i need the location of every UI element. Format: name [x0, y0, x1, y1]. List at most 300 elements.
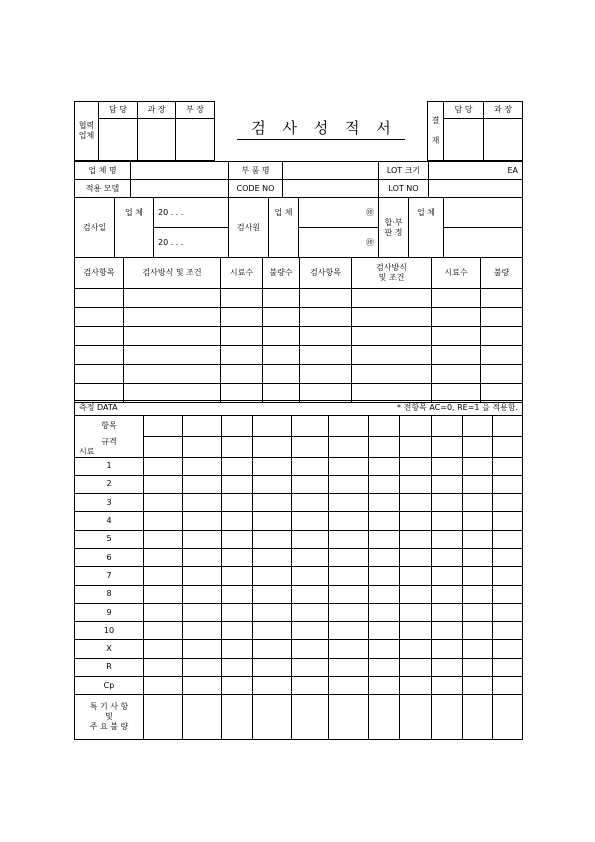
info-table — [74, 161, 523, 198]
spec-cell[interactable] — [292, 437, 329, 458]
partner-label: 협력 업체 — [75, 102, 99, 161]
inspection-date-field-1[interactable]: 20 . . . — [154, 198, 229, 228]
measurement-cell[interactable] — [329, 585, 369, 603]
approval-side-label: 결 재 — [428, 102, 444, 161]
measurement-cell[interactable] — [183, 622, 222, 640]
measurement-cell[interactable] — [144, 677, 183, 695]
items-cell[interactable] — [221, 327, 263, 346]
item-name-cell[interactable] — [463, 416, 493, 437]
measurement-cell[interactable] — [144, 475, 183, 493]
lot-no-label: LOT NO — [379, 180, 429, 198]
measurement-cell[interactable] — [292, 603, 329, 621]
measurement-cell[interactable] — [369, 475, 400, 493]
measurement-cell[interactable] — [222, 677, 253, 695]
measurement-cell[interactable] — [329, 622, 369, 640]
item-name-cell[interactable] — [222, 416, 253, 437]
items-cell[interactable] — [75, 365, 124, 384]
item-name-cell[interactable] — [493, 416, 523, 437]
inspection-company-blank — [115, 228, 154, 258]
document-title-cell — [215, 102, 428, 161]
measurement-cell[interactable] — [183, 585, 222, 603]
items-cell[interactable] — [352, 346, 432, 365]
part-name-label: 부 품 명 — [229, 162, 283, 180]
measurement-cell[interactable] — [222, 548, 253, 566]
inspector-label: 검사원 — [229, 198, 269, 258]
measurement-cell[interactable] — [400, 622, 432, 640]
items-cell[interactable] — [300, 308, 352, 327]
items-cell[interactable] — [300, 346, 352, 365]
sample-number-label: 10 — [75, 622, 144, 640]
measurement-cell[interactable] — [400, 548, 432, 566]
items-header-samples-2: 시료수 — [432, 258, 481, 289]
measurement-cell[interactable] — [493, 512, 523, 530]
measurement-cell[interactable] — [369, 494, 400, 512]
measurement-row — [75, 512, 523, 530]
measurement-cell[interactable] — [253, 567, 292, 585]
measurement-cell[interactable] — [253, 585, 292, 603]
items-cell[interactable] — [352, 308, 432, 327]
inspection-date-label: 검사일 — [75, 198, 115, 258]
measurement-note: * 전항목 AC=0, RE=1 을 적용함. — [183, 401, 523, 416]
items-cell[interactable] — [75, 346, 124, 365]
measurement-cell[interactable] — [222, 512, 253, 530]
measurement-cell[interactable] — [369, 530, 400, 548]
remarks-cell[interactable] — [432, 695, 463, 740]
measurement-cell[interactable] — [329, 567, 369, 585]
measurement-cell[interactable] — [222, 658, 253, 676]
item-name-cell[interactable] — [183, 416, 222, 437]
measurement-row — [75, 677, 523, 695]
measurement-row — [75, 475, 523, 493]
part-name-field[interactable] — [283, 162, 379, 180]
measurement-cell[interactable] — [183, 567, 222, 585]
items-header-method-2: 검사방식 및 조건 — [352, 258, 432, 289]
measurement-row — [75, 457, 523, 475]
measurement-row — [75, 567, 523, 585]
sample-number-label: R — [75, 658, 144, 676]
corner-sample-label: 시료 — [79, 446, 95, 456]
items-row — [75, 289, 523, 308]
measurement-cell[interactable] — [144, 548, 183, 566]
seal-mark-1: ㊞ — [366, 207, 374, 217]
measurement-cell[interactable] — [183, 530, 222, 548]
pass-fail-label: 합·부 판 정 — [379, 198, 409, 258]
remarks-cell[interactable] — [400, 695, 432, 740]
measurement-row — [75, 585, 523, 603]
measurement-cell[interactable] — [432, 622, 463, 640]
measurement-row — [75, 494, 523, 512]
item-name-cell[interactable] — [329, 416, 369, 437]
inspection-company-label: 업 체 — [115, 198, 154, 228]
measurement-cell[interactable] — [144, 585, 183, 603]
measurement-cell[interactable] — [400, 603, 432, 621]
items-row — [75, 365, 523, 384]
approval-header — [74, 101, 523, 161]
items-cell[interactable] — [432, 308, 481, 327]
measurement-cell[interactable] — [183, 457, 222, 475]
remarks-cell[interactable] — [329, 695, 369, 740]
sample-number-label: X — [75, 640, 144, 658]
spec-cell[interactable] — [144, 437, 183, 458]
sign-box-staff[interactable] — [99, 119, 138, 161]
sample-number-label: Cp — [75, 677, 144, 695]
items-cell[interactable] — [75, 308, 124, 327]
measurement-cell[interactable] — [183, 640, 222, 658]
measurement-cell[interactable] — [222, 640, 253, 658]
measurement-cell[interactable] — [463, 658, 493, 676]
items-cell[interactable] — [263, 327, 300, 346]
measurement-cell[interactable] — [292, 622, 329, 640]
measurement-cell[interactable] — [183, 548, 222, 566]
measurement-cell[interactable] — [432, 548, 463, 566]
measurement-cell[interactable] — [400, 512, 432, 530]
measurement-cell[interactable] — [493, 475, 523, 493]
measurement-cell[interactable] — [183, 677, 222, 695]
sign-box-manager[interactable] — [138, 119, 176, 161]
corner-spec-sample-label — [75, 437, 144, 458]
items-cell[interactable] — [432, 327, 481, 346]
sign-box-director[interactable] — [176, 119, 215, 161]
measurement-cell[interactable] — [493, 585, 523, 603]
measurement-cell[interactable] — [292, 585, 329, 603]
measurement-cell[interactable] — [253, 603, 292, 621]
items-cell[interactable] — [263, 289, 300, 308]
inspector-company-label: 업 체 — [269, 198, 299, 228]
measurement-cell[interactable] — [253, 548, 292, 566]
measurement-cell[interactable] — [400, 640, 432, 658]
measurement-cell[interactable] — [369, 585, 400, 603]
remarks-cell[interactable] — [292, 695, 329, 740]
measurement-cell[interactable] — [369, 677, 400, 695]
measurement-cell[interactable] — [292, 457, 329, 475]
measurement-cell[interactable] — [432, 658, 463, 676]
lot-size-label: LOT 크기 — [379, 162, 429, 180]
measurement-cell[interactable] — [463, 494, 493, 512]
measurement-cell[interactable] — [144, 640, 183, 658]
items-cell[interactable] — [124, 327, 221, 346]
spec-cell[interactable] — [183, 437, 222, 458]
measurement-cell[interactable] — [369, 548, 400, 566]
items-cell[interactable] — [300, 365, 352, 384]
measurement-cell[interactable] — [329, 512, 369, 530]
items-cell[interactable] — [300, 289, 352, 308]
remarks-cell[interactable] — [369, 695, 400, 740]
document-title: 검 사 성 적 서 — [237, 123, 405, 140]
measurement-cell[interactable] — [463, 457, 493, 475]
measurement-cell[interactable] — [329, 530, 369, 548]
measurement-cell[interactable] — [432, 640, 463, 658]
measurement-cell[interactable] — [369, 622, 400, 640]
measurement-cell[interactable] — [329, 677, 369, 695]
measurement-cell[interactable] — [463, 530, 493, 548]
company-name-label: 업 체 명 — [75, 162, 131, 180]
remarks-cell[interactable] — [493, 695, 523, 740]
measurement-row — [75, 658, 523, 676]
measurement-cell[interactable] — [253, 530, 292, 548]
measurement-cell[interactable] — [400, 457, 432, 475]
measurement-cell[interactable] — [493, 457, 523, 475]
measurement-cell[interactable] — [369, 658, 400, 676]
approval-label-manager: 과 장 — [138, 102, 176, 119]
measurement-cell[interactable] — [329, 457, 369, 475]
measurement-cell[interactable] — [292, 512, 329, 530]
items-cell[interactable] — [221, 346, 263, 365]
measurement-cell[interactable] — [400, 567, 432, 585]
measurement-cell[interactable] — [400, 677, 432, 695]
measurement-cell[interactable] — [253, 677, 292, 695]
measurement-cell[interactable] — [493, 548, 523, 566]
items-cell[interactable] — [481, 346, 523, 365]
measurement-row — [75, 622, 523, 640]
measurement-cell[interactable] — [463, 677, 493, 695]
approval-label-director: 부 장 — [176, 102, 215, 119]
measurement-cell[interactable] — [292, 658, 329, 676]
items-cell[interactable] — [352, 289, 432, 308]
measurement-cell[interactable] — [292, 530, 329, 548]
measurement-data-label: 측정 DATA — [75, 401, 183, 416]
inspection-items-table — [74, 257, 523, 403]
measurement-cell[interactable] — [253, 640, 292, 658]
measurement-cell[interactable] — [329, 494, 369, 512]
inspector-field-2[interactable] — [299, 228, 379, 258]
spec-cell[interactable] — [493, 437, 523, 458]
measurement-cell[interactable] — [253, 622, 292, 640]
remarks-cell[interactable] — [144, 695, 183, 740]
measurement-cell[interactable] — [144, 494, 183, 512]
spec-cell[interactable] — [329, 437, 369, 458]
items-cell[interactable] — [481, 365, 523, 384]
measurement-cell[interactable] — [329, 658, 369, 676]
measurement-cell[interactable] — [493, 658, 523, 676]
corner-spec-label: 규격 — [101, 436, 117, 446]
items-cell[interactable] — [124, 365, 221, 384]
sample-number-label: 8 — [75, 585, 144, 603]
inspector-field-1[interactable] — [299, 198, 379, 228]
measurement-cell[interactable] — [253, 512, 292, 530]
items-row — [75, 308, 523, 327]
measurement-cell[interactable] — [432, 603, 463, 621]
items-cell[interactable] — [221, 308, 263, 327]
measurement-cell[interactable] — [432, 457, 463, 475]
measurement-cell[interactable] — [329, 640, 369, 658]
lot-no-field[interactable] — [429, 180, 523, 198]
measurement-cell[interactable] — [222, 475, 253, 493]
items-header-inspection-item-2: 검사항목 — [300, 258, 352, 289]
pass-fail-field-2[interactable] — [444, 228, 523, 258]
items-cell[interactable] — [124, 289, 221, 308]
measurement-cell[interactable] — [432, 567, 463, 585]
measurement-cell[interactable] — [222, 622, 253, 640]
item-name-cell[interactable] — [144, 416, 183, 437]
measurement-cell[interactable] — [400, 475, 432, 493]
pass-fail-company-blank — [409, 228, 444, 258]
seal-mark-2: ㊞ — [366, 237, 374, 247]
measurement-cell[interactable] — [463, 548, 493, 566]
measurement-cell[interactable] — [222, 603, 253, 621]
measurement-cell[interactable] — [183, 512, 222, 530]
measurement-cell[interactable] — [292, 475, 329, 493]
measurement-cell[interactable] — [369, 603, 400, 621]
sample-number-label: 4 — [75, 512, 144, 530]
lot-size-field[interactable] — [429, 162, 523, 180]
remarks-cell[interactable] — [253, 695, 292, 740]
items-cell[interactable] — [300, 327, 352, 346]
measurement-cell[interactable] — [463, 585, 493, 603]
company-name-field[interactable] — [131, 162, 229, 180]
measurement-cell[interactable] — [400, 494, 432, 512]
measurement-cell[interactable] — [463, 622, 493, 640]
remarks-cell[interactable] — [183, 695, 222, 740]
measurement-cell[interactable] — [183, 658, 222, 676]
measurement-cell[interactable] — [329, 475, 369, 493]
measurement-cell[interactable] — [144, 457, 183, 475]
spec-cell[interactable] — [369, 437, 400, 458]
measurement-cell[interactable] — [183, 603, 222, 621]
measurement-cell[interactable] — [329, 548, 369, 566]
item-name-cell[interactable] — [400, 416, 432, 437]
sign-box-right-manager[interactable] — [484, 119, 523, 161]
measurement-cell[interactable] — [432, 512, 463, 530]
measurement-cell[interactable] — [369, 567, 400, 585]
measurement-cell[interactable] — [432, 494, 463, 512]
items-cell[interactable] — [432, 365, 481, 384]
inspection-date-field-2[interactable]: 20 . . . — [154, 228, 229, 258]
spec-cell[interactable] — [222, 437, 253, 458]
items-cell[interactable] — [75, 289, 124, 308]
measurement-cell[interactable] — [222, 567, 253, 585]
measurement-cell[interactable] — [493, 640, 523, 658]
measurement-cell[interactable] — [253, 475, 292, 493]
corner-item-label: 항목 — [75, 416, 144, 437]
remarks-cell[interactable] — [463, 695, 493, 740]
measurement-cell[interactable] — [369, 640, 400, 658]
measurement-cell[interactable] — [329, 603, 369, 621]
spec-cell[interactable] — [400, 437, 432, 458]
items-cell[interactable] — [432, 346, 481, 365]
sample-number-label: 3 — [75, 494, 144, 512]
items-cell[interactable] — [481, 289, 523, 308]
items-cell[interactable] — [124, 308, 221, 327]
remarks-cell[interactable] — [222, 695, 253, 740]
lot-size-unit: EA — [507, 165, 518, 175]
measurement-cell[interactable] — [463, 640, 493, 658]
measurement-cell[interactable] — [144, 530, 183, 548]
measurement-cell[interactable] — [183, 494, 222, 512]
measurement-cell[interactable] — [493, 677, 523, 695]
items-cell[interactable] — [432, 289, 481, 308]
items-cell[interactable] — [263, 308, 300, 327]
items-cell[interactable] — [352, 327, 432, 346]
items-cell[interactable] — [263, 365, 300, 384]
measurement-cell[interactable] — [432, 475, 463, 493]
item-name-cell[interactable] — [253, 416, 292, 437]
measurement-cell[interactable] — [493, 567, 523, 585]
measurement-cell[interactable] — [144, 658, 183, 676]
measurement-cell[interactable] — [432, 585, 463, 603]
measurement-row — [75, 603, 523, 621]
measurement-cell[interactable] — [222, 585, 253, 603]
items-cell[interactable] — [481, 308, 523, 327]
approval-right-staff: 담 당 — [444, 102, 484, 119]
items-cell[interactable] — [481, 327, 523, 346]
measurement-cell[interactable] — [400, 658, 432, 676]
items-header-row — [75, 258, 523, 289]
approval-label-staff: 담 당 — [99, 102, 138, 119]
measurement-row — [75, 530, 523, 548]
measurement-cell[interactable] — [144, 567, 183, 585]
measurement-cell[interactable] — [292, 640, 329, 658]
sample-number-label: 2 — [75, 475, 144, 493]
items-cell[interactable] — [263, 346, 300, 365]
sample-number-label: 5 — [75, 530, 144, 548]
remarks-label: 특 기 사 항 및 주 요 불 량 — [75, 695, 144, 740]
measurement-cell[interactable] — [400, 585, 432, 603]
measurement-cell[interactable] — [432, 530, 463, 548]
item-name-cell[interactable] — [292, 416, 329, 437]
measurement-cell[interactable] — [222, 530, 253, 548]
measurement-cell[interactable] — [144, 622, 183, 640]
spec-cell[interactable] — [432, 437, 463, 458]
sample-number-label: 9 — [75, 603, 144, 621]
items-cell[interactable] — [221, 289, 263, 308]
code-no-field[interactable] — [283, 180, 379, 198]
measurement-cell[interactable] — [369, 457, 400, 475]
measurement-cell[interactable] — [369, 512, 400, 530]
inspector-company-blank — [269, 228, 299, 258]
measurement-cell[interactable] — [463, 567, 493, 585]
inspection-table — [74, 197, 523, 258]
items-cell[interactable] — [75, 327, 124, 346]
sample-number-label: 6 — [75, 548, 144, 566]
applied-model-field[interactable] — [131, 180, 229, 198]
measurement-cell[interactable] — [292, 567, 329, 585]
items-cell[interactable] — [221, 365, 263, 384]
pass-fail-company-label: 업 체 — [409, 198, 444, 228]
measurement-cell[interactable] — [493, 494, 523, 512]
measurement-cell[interactable] — [493, 603, 523, 621]
measurement-cell[interactable] — [292, 548, 329, 566]
sign-box-right-staff[interactable] — [444, 119, 484, 161]
items-cell[interactable] — [124, 346, 221, 365]
approval-right-manager: 과 장 — [484, 102, 523, 119]
measurement-cell[interactable] — [183, 475, 222, 493]
measurement-cell[interactable] — [253, 494, 292, 512]
item-name-cell[interactable] — [369, 416, 400, 437]
measurement-cell[interactable] — [144, 603, 183, 621]
measurement-cell[interactable] — [463, 512, 493, 530]
pass-fail-field-1[interactable] — [444, 198, 523, 228]
measurement-cell[interactable] — [463, 475, 493, 493]
spec-cell[interactable] — [253, 437, 292, 458]
measurement-cell[interactable] — [253, 658, 292, 676]
items-header-inspection-item: 검사항목 — [75, 258, 124, 289]
measurement-cell[interactable] — [400, 530, 432, 548]
measurement-cell[interactable] — [144, 512, 183, 530]
measurement-cell[interactable] — [222, 457, 253, 475]
spec-cell[interactable] — [463, 437, 493, 458]
measurement-cell[interactable] — [432, 677, 463, 695]
measurement-cell[interactable] — [222, 494, 253, 512]
item-name-cell[interactable] — [432, 416, 463, 437]
measurement-cell[interactable] — [253, 457, 292, 475]
measurement-cell[interactable] — [292, 494, 329, 512]
items-cell[interactable] — [352, 365, 432, 384]
measurement-cell[interactable] — [493, 530, 523, 548]
measurement-cell[interactable] — [463, 603, 493, 621]
measurement-cell[interactable] — [292, 677, 329, 695]
measurement-cell[interactable] — [493, 622, 523, 640]
items-header-defects: 불량수 — [263, 258, 300, 289]
